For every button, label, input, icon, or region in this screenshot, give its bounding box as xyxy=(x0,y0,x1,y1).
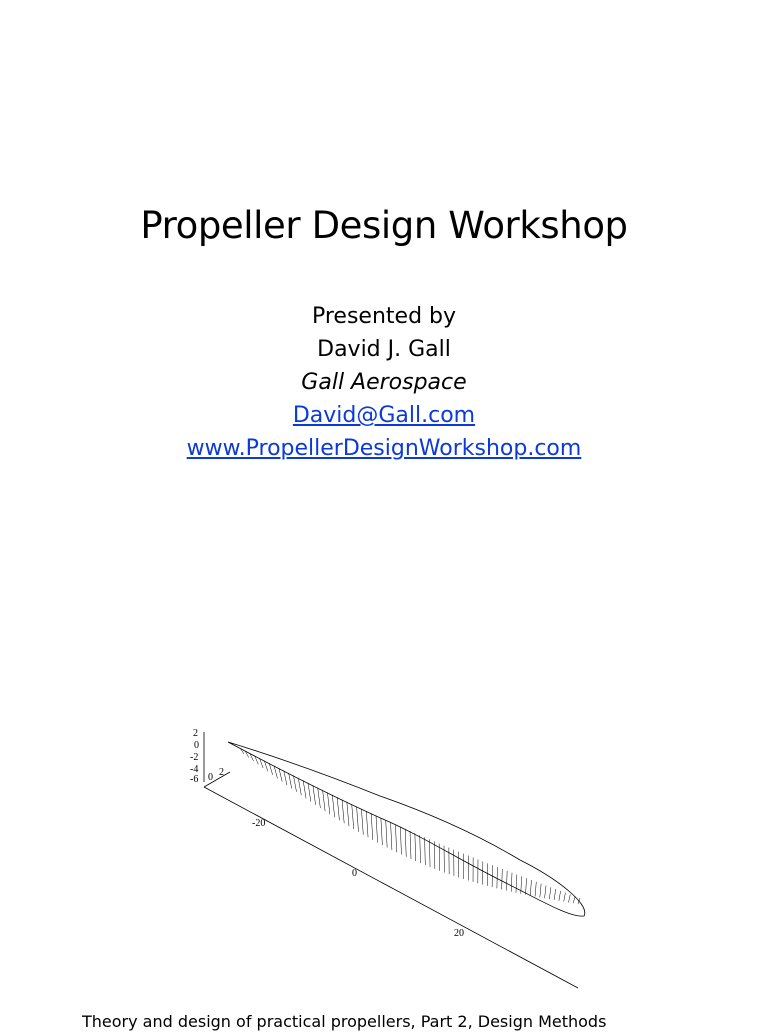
blade-hatch-line xyxy=(323,790,326,811)
blade-hatch-line xyxy=(337,797,339,820)
blade-hatch-line xyxy=(410,831,411,859)
blade-hatch-line xyxy=(313,785,316,805)
blade-hatch-line xyxy=(391,822,392,850)
blade-hatch-line xyxy=(357,806,359,831)
blade-hatch-line xyxy=(415,833,416,861)
blade-hatch-line xyxy=(545,885,546,898)
slide-title: Propeller Design Workshop xyxy=(0,199,768,253)
blade-hatch-line xyxy=(554,889,556,900)
blade-hatch-line xyxy=(352,804,354,829)
blade-hatch-line xyxy=(405,829,406,857)
blade-hatch-line xyxy=(376,816,378,843)
blade-hatch-line xyxy=(366,811,368,837)
presented-by-label: Presented by xyxy=(0,300,768,333)
propeller-blade-3d-plot xyxy=(180,720,600,1000)
z-tick-label: 2 xyxy=(193,728,198,739)
blade-surface-hatch xyxy=(240,748,580,904)
blade-hatch-line xyxy=(293,775,296,791)
z-tick-label: -4 xyxy=(190,764,198,775)
x-tick-label: 20 xyxy=(454,928,464,939)
email-link[interactable]: David@Gall.com xyxy=(293,403,475,428)
blade-hatch-line xyxy=(568,894,570,902)
blade-hatch-line xyxy=(381,818,383,845)
blade-hatch-line xyxy=(540,884,541,898)
blade-hatch-line xyxy=(526,878,527,894)
blade-hatch-line xyxy=(429,839,430,867)
blade-hatch-line xyxy=(535,882,536,897)
blade-hatch-line xyxy=(303,780,306,798)
blade-hatch-line xyxy=(506,871,507,891)
blade-hatch-line xyxy=(332,795,334,818)
blade-hatch-line xyxy=(400,827,401,855)
blade-hatch-line xyxy=(497,867,498,888)
presenter-name: David J. Gall xyxy=(0,333,768,366)
blade-hatch-line xyxy=(425,837,426,865)
z-tick-label: -6 xyxy=(190,774,198,785)
blade-hatch-line xyxy=(298,778,301,795)
z-tick-label: 0 xyxy=(194,740,199,751)
blade-hatch-line xyxy=(420,835,421,863)
blade-hatch-line xyxy=(327,792,329,814)
blade-hatch-line xyxy=(549,887,550,899)
footer-caption: Theory and design of practical propellers, Part 2, Design Methods xyxy=(82,1010,606,1034)
z-tick-label: -2 xyxy=(190,752,198,763)
presenter-block xyxy=(0,300,768,465)
blade-hatch-line xyxy=(342,799,344,823)
blade-hatch-line xyxy=(573,896,575,903)
blade-hatch-line xyxy=(308,783,311,802)
blade-hatch-line xyxy=(386,820,387,847)
blade-hatch-line xyxy=(530,880,531,896)
blade-hatch-line xyxy=(578,898,580,904)
blade-hatch-line xyxy=(395,824,396,852)
blade-hatch-line xyxy=(434,842,435,869)
blade-hatch-line xyxy=(564,893,566,902)
blade-hatch-line xyxy=(240,748,244,754)
blade-hatch-line xyxy=(361,809,363,835)
blade-hatch-line xyxy=(371,813,373,840)
presenter-company: Gall Aerospace xyxy=(0,366,768,399)
x-tick-label: 0 xyxy=(352,868,357,879)
website-link[interactable]: www.PropellerDesignWorkshop.com xyxy=(187,436,582,461)
blade-hatch-line xyxy=(559,891,561,901)
y-tick-label: 2 xyxy=(219,767,224,778)
blade-hatch-line xyxy=(516,875,517,893)
x-tick-label: -20 xyxy=(252,818,265,829)
blade-hatch-line xyxy=(502,869,503,889)
blade-hatch-line xyxy=(511,873,512,892)
blade-hatch-line xyxy=(318,788,321,808)
blade-hatch-line xyxy=(347,802,349,826)
y-tick-label: 0 xyxy=(208,772,213,783)
